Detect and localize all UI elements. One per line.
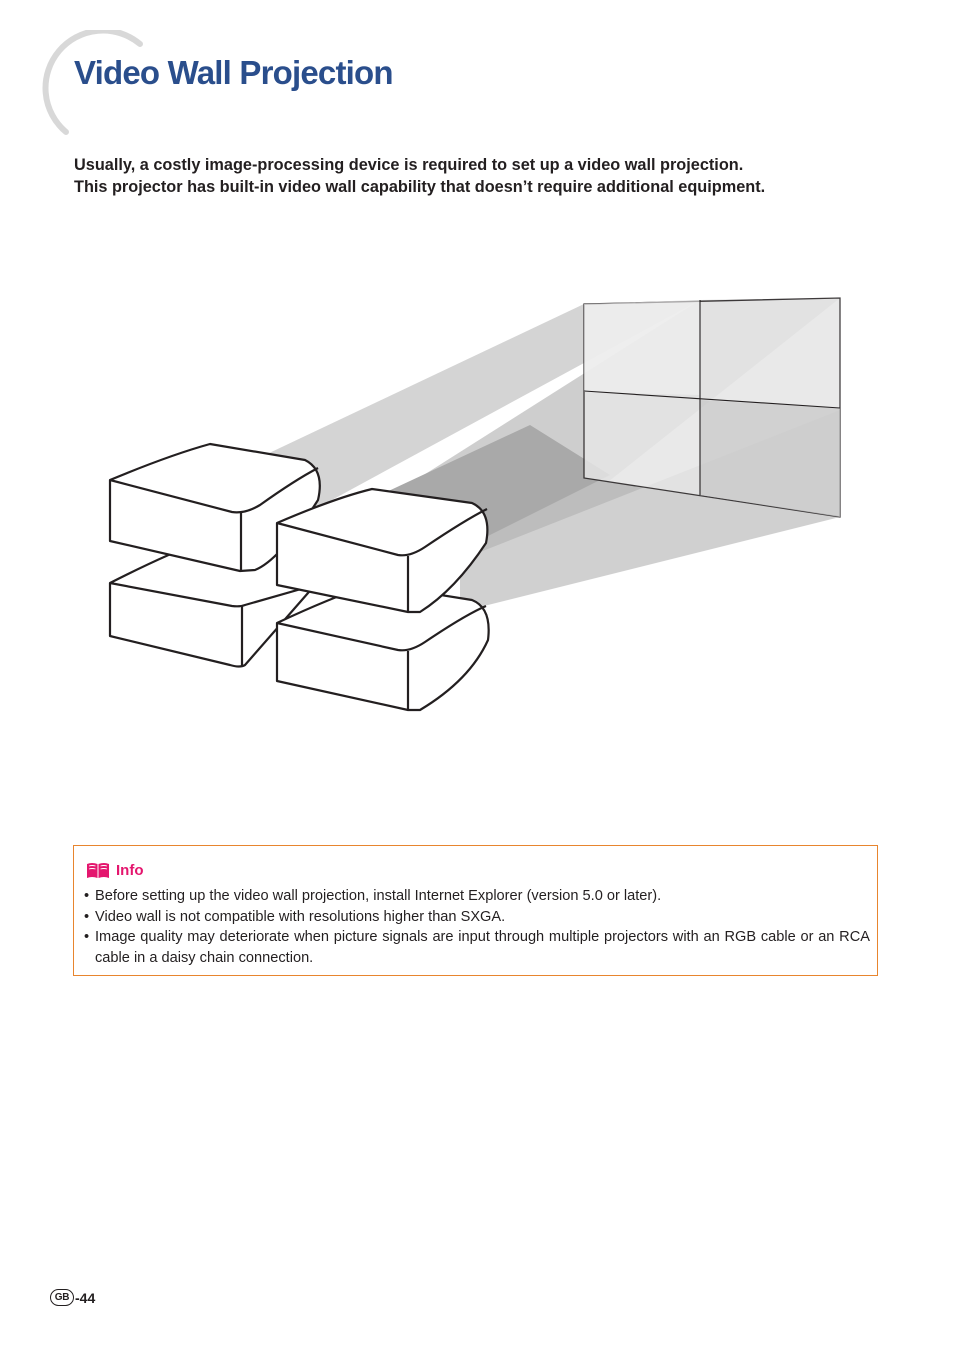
page-title: Video Wall Projection xyxy=(74,54,393,91)
info-item-2 xyxy=(84,907,870,928)
bullet: • xyxy=(84,929,90,945)
info-item-text: Before setting up the video wall projection, install Internet Explorer (version 5.0 or later). xyxy=(95,888,662,904)
intro-line-1: Usually, a costly image-processing device is required to set up a video wall projection. xyxy=(74,156,744,174)
page-number: -44 xyxy=(75,1289,96,1306)
info-box xyxy=(73,845,878,976)
intro-line-2: This projector has built-in video wall capability that doesn’t require additional equipment. xyxy=(74,178,766,196)
info-header xyxy=(86,862,144,879)
bullet: • xyxy=(84,888,90,904)
bullet: • xyxy=(84,908,90,925)
intro-paragraph xyxy=(74,154,894,198)
region-badge: GB xyxy=(50,1289,74,1306)
info-item-text: Image quality may deteriorate when picture signals are input through multiple projectors with an RGB cable or an RCA cable in a daisy chain connection. xyxy=(95,929,870,966)
book-icon xyxy=(86,862,110,879)
page-footer xyxy=(50,1289,95,1306)
info-item-text: Video wall is not compatible with resolutions higher than SXGA. xyxy=(95,908,506,925)
info-item-3 xyxy=(84,927,870,968)
info-list xyxy=(84,886,870,968)
info-item-1 xyxy=(84,886,870,907)
video-wall-illustration xyxy=(100,290,850,720)
screen-panel-top-left xyxy=(584,300,700,395)
info-label: Info xyxy=(116,862,144,879)
